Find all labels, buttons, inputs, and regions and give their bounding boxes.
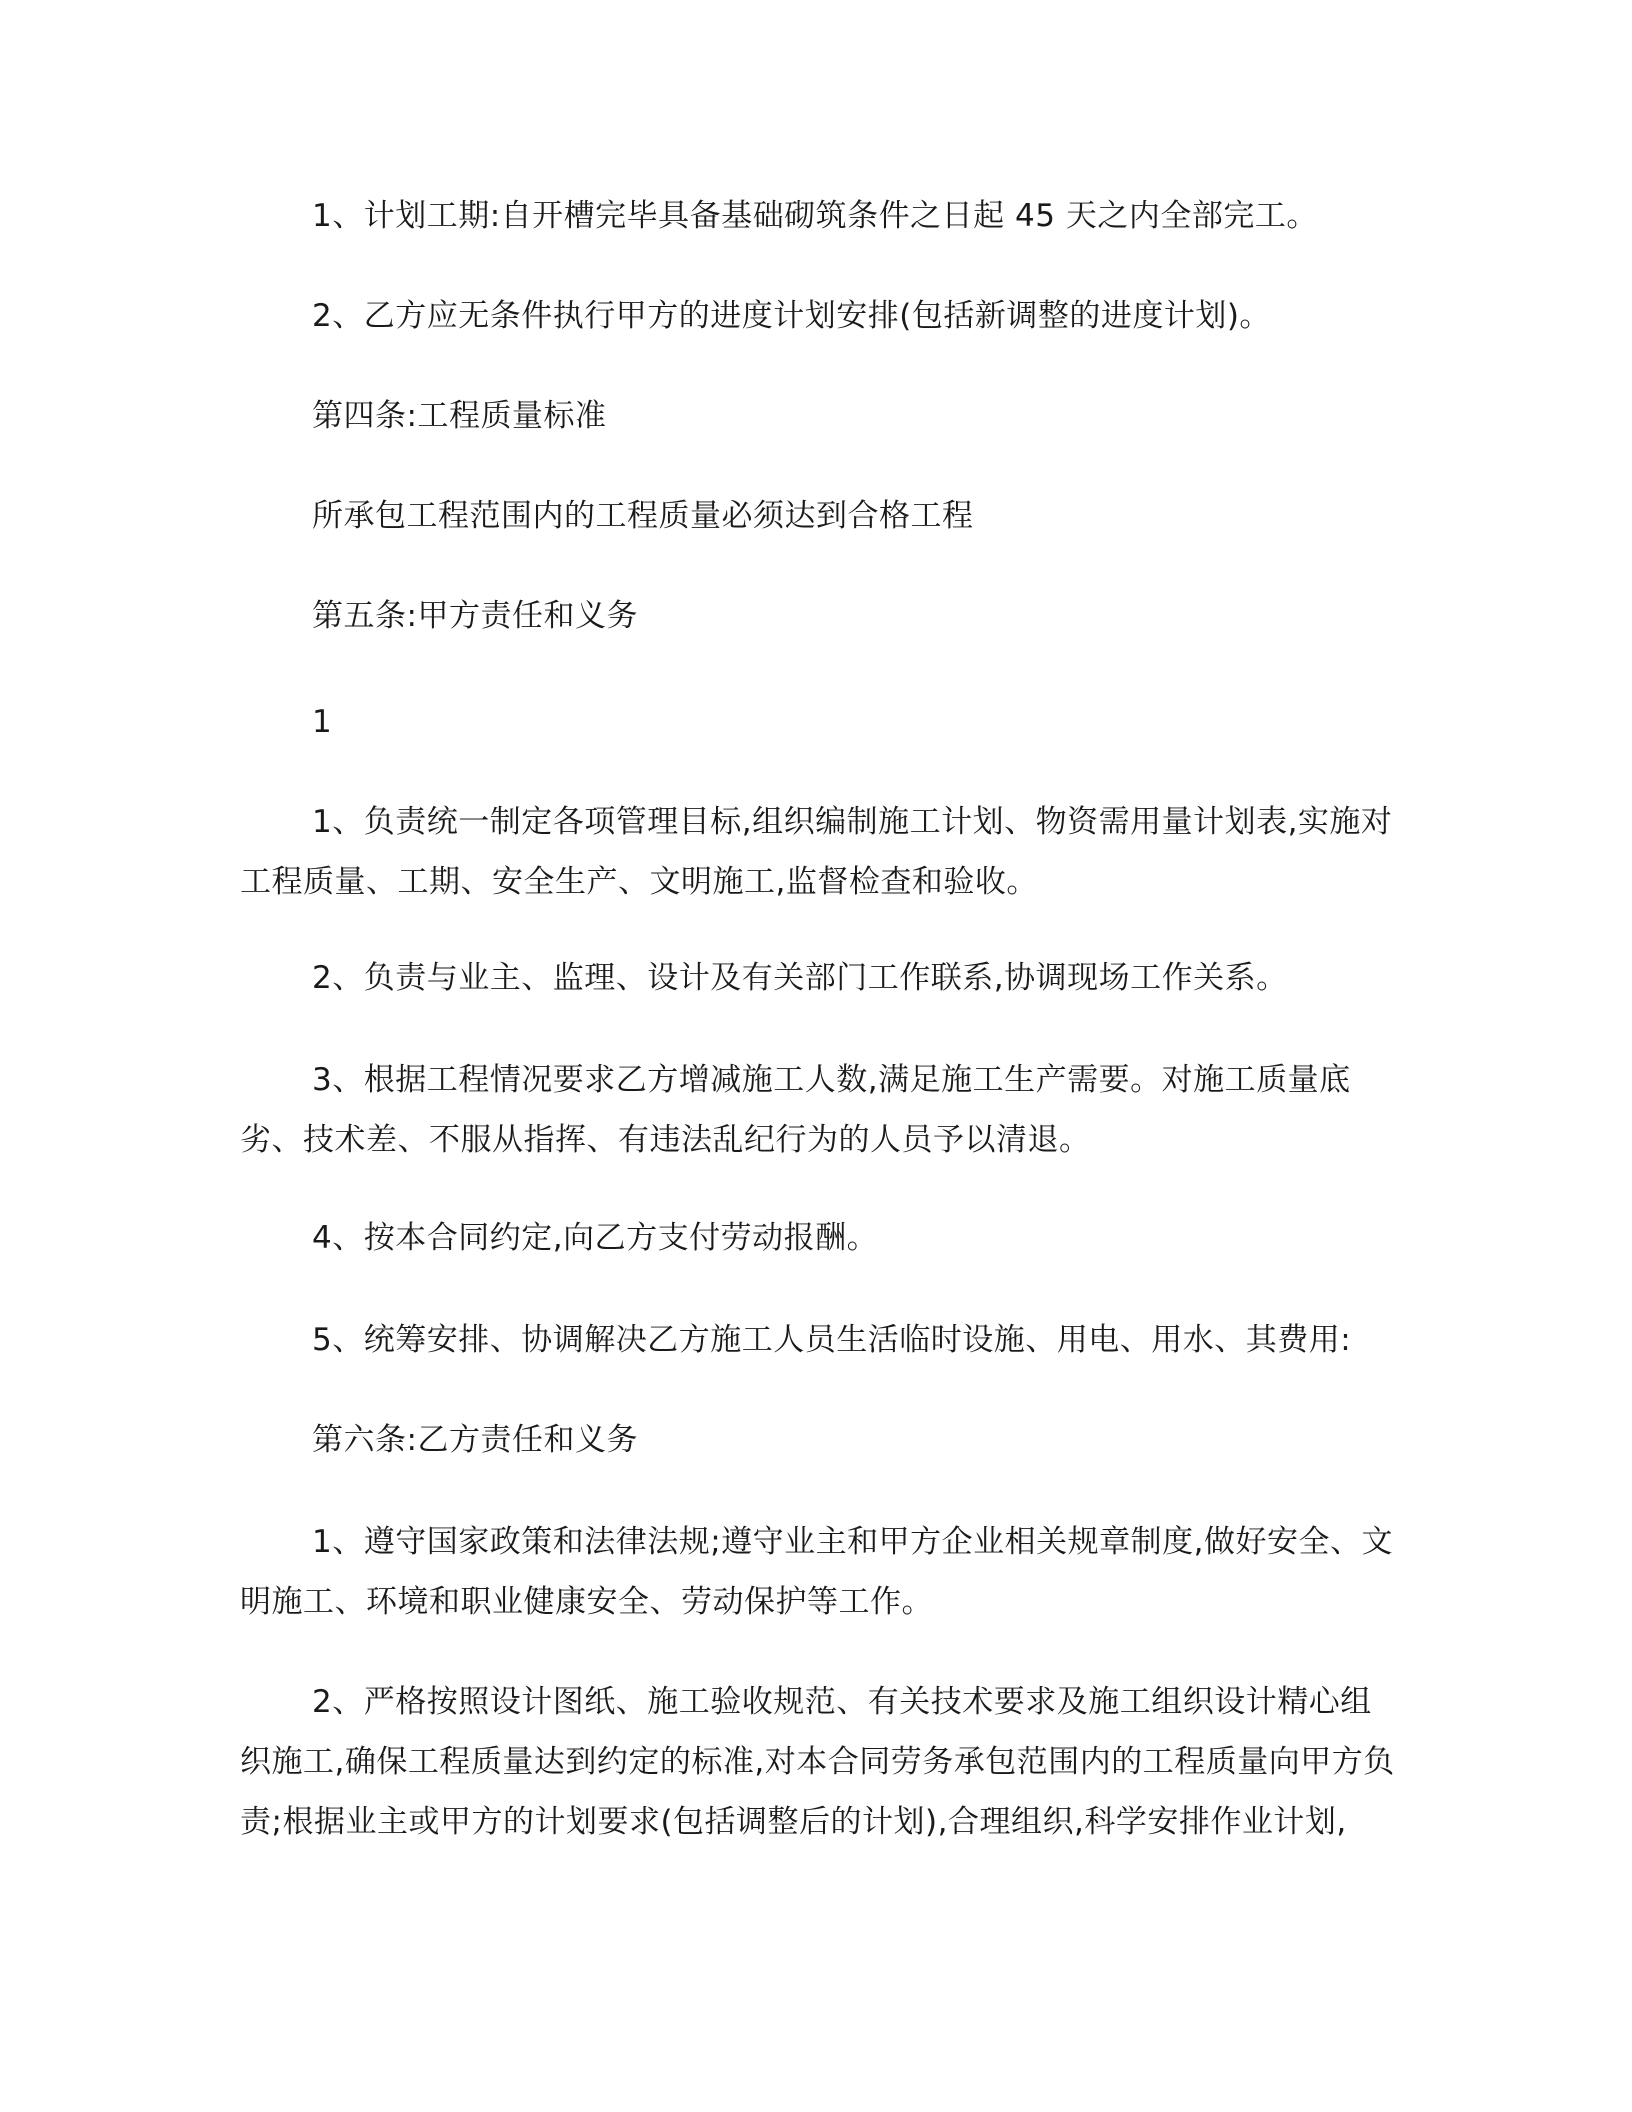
quality-standard-text: 所承包工程范围内的工程质量必须达到合格工程 [312,498,974,534]
party-a-duty-1: 1、负责统一制定各项管理目标,组织编制施工计划、物资需用量计划表,实施对工程质量、工期、安全生产、文明施工,监督检查和验收。 [240,804,1393,900]
party-a-duty-5: 5、统筹安排、协调解决乙方施工人员生活临时设施、用电、用水、其费用: [312,1322,1352,1358]
party-a-duty-4: 4、按本合同约定,向乙方支付劳动报酬。 [312,1220,879,1256]
schedule-clause-2: 2、乙方应无条件执行甲方的进度计划安排(包括新调整的进度计划)。 [312,298,1271,334]
article-6-heading: 第六条:乙方责任和义务 [312,1422,638,1458]
party-a-duty-3: 3、根据工程情况要求乙方增减施工人数,满足施工生产需要。对施工质量底劣、技术差、不服从指挥、有违法乱纪行为的人员予以清退。 [240,1062,1351,1158]
party-b-duty-1: 1、遵守国家政策和法律法规;遵守业主和甲方企业相关规章制度,做好安全、文明施工、环境和职业健康安全、劳动保护等工作。 [240,1524,1394,1620]
page-number: 1 [312,704,333,740]
party-a-duty-2: 2、负责与业主、监理、设计及有关部门工作联系,协调现场工作关系。 [312,960,1288,996]
schedule-clause-1: 1、计划工期:自开槽完毕具备基础砌筑条件之日起 45 天之内全部完工。 [312,198,1318,234]
article-4-heading: 第四条:工程质量标准 [312,398,607,434]
party-b-duty-2: 2、严格按照设计图纸、施工验收规范、有关技术要求及施工组织设计精心组织施工,确保工程质量达到约定的标准,对本合同劳务承包范围内的工程质量向甲方负责;根据业主或甲方的计划要求(包括调整后的计划),合理组织,科学安排作业计划, [240,1684,1395,1840]
article-5-heading: 第五条:甲方责任和义务 [312,598,638,634]
